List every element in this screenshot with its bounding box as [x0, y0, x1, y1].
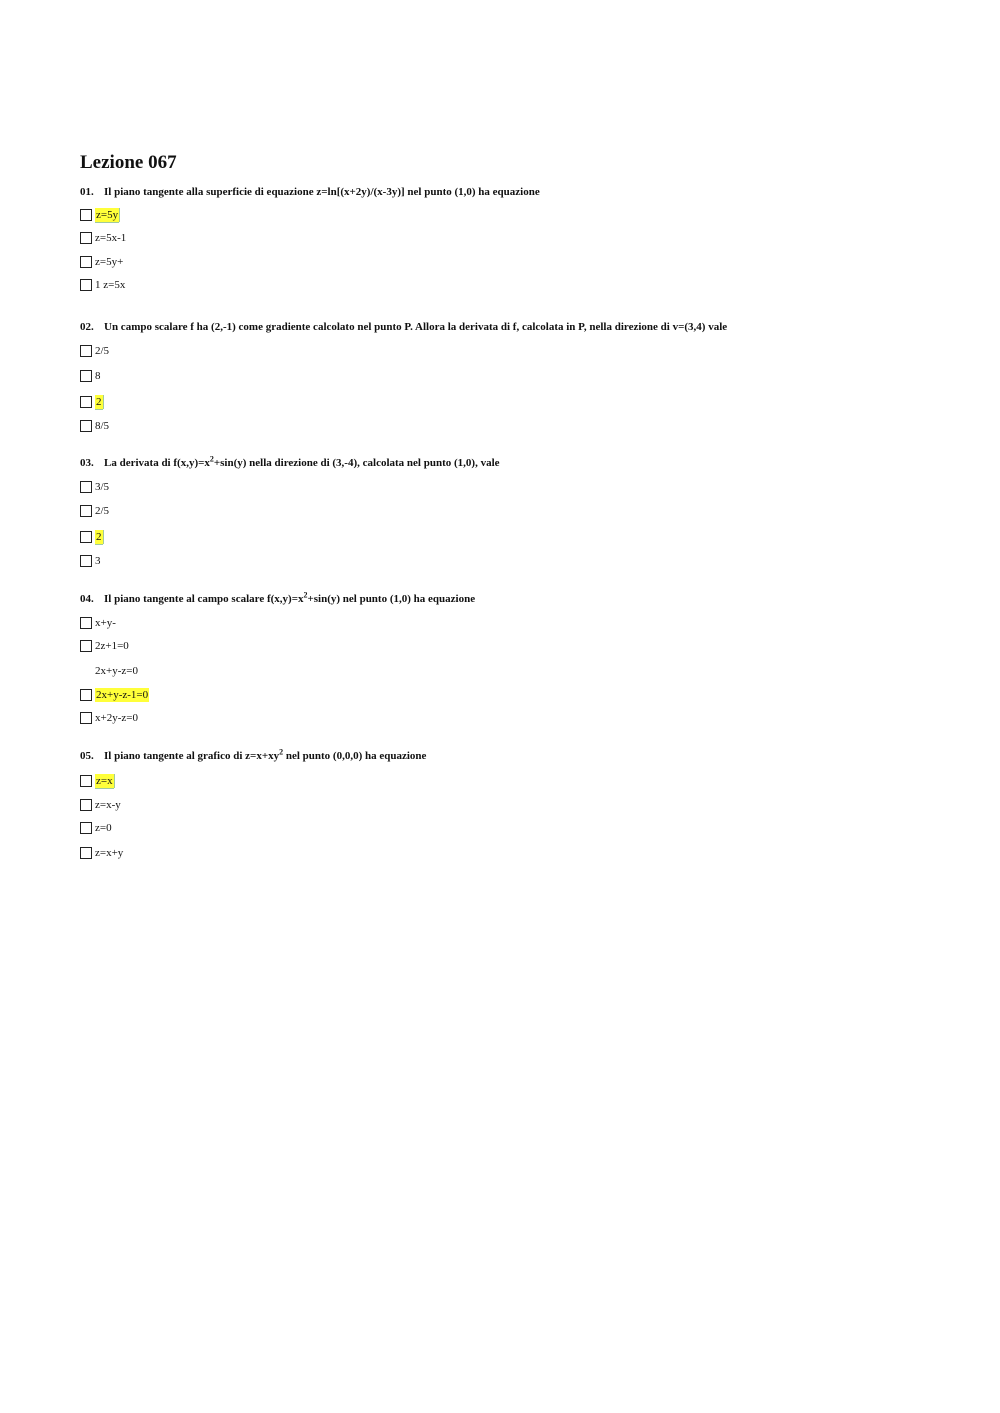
question-01 — [80, 185, 940, 291]
checkbox[interactable] — [80, 420, 92, 432]
option-label: x+y- — [95, 617, 116, 629]
question-number: 01. — [80, 186, 94, 198]
answer-option[interactable] — [80, 773, 114, 789]
question-text: 01. Il piano tangente alla superficie di equazione z=ln[(x+2y)/(x-3y)] nel punto (1,0) ha equazione — [80, 186, 540, 198]
checkbox[interactable] — [80, 481, 92, 493]
checkbox[interactable] — [80, 232, 92, 244]
answer-option[interactable] — [80, 394, 103, 410]
option-label: 2x+y-z-1=0 — [96, 689, 149, 701]
answer-option[interactable] — [80, 343, 109, 359]
answer-option[interactable] — [80, 529, 103, 545]
option-label: z=5y+ — [95, 256, 124, 268]
checkbox[interactable] — [80, 555, 92, 567]
option-label: x+2y-z=0 — [95, 712, 138, 724]
checkbox[interactable] — [80, 822, 92, 834]
answer-option[interactable] — [80, 207, 119, 223]
option-label: z=x-y — [95, 799, 121, 811]
option-label: 8 — [95, 370, 101, 382]
answer-option[interactable] — [80, 230, 126, 246]
checkbox[interactable] — [80, 799, 92, 811]
answer-option[interactable] — [80, 254, 123, 270]
checkbox[interactable] — [80, 847, 92, 859]
option-label: 2x+y-z=0 — [95, 665, 138, 677]
question-number: 04. — [80, 593, 94, 605]
answer-option[interactable] — [80, 553, 101, 569]
option-label: z=0 — [95, 822, 112, 834]
checkbox[interactable] — [80, 209, 92, 221]
option-label: 2 — [96, 396, 102, 408]
answer-option[interactable] — [80, 418, 109, 434]
checkbox[interactable] — [80, 689, 92, 701]
answer-option[interactable] — [80, 820, 112, 836]
answer-option[interactable] — [80, 845, 123, 861]
question-number: 05. — [80, 750, 94, 762]
answer-option[interactable] — [80, 797, 121, 813]
answer-option[interactable] — [80, 710, 138, 726]
checkbox[interactable] — [80, 370, 92, 382]
option-label: z=5y — [96, 209, 119, 221]
question-number: 02. — [80, 321, 94, 333]
question-text: 02. Un campo scalare f ha (2,-1) come gradiente calcolato nel punto P. Allora la derivata di f, calcolata in P, nella direzione di v=(3,4) vale — [80, 321, 728, 333]
answer-option — [80, 663, 138, 679]
option-label: z=x+y — [95, 847, 124, 859]
answer-option[interactable] — [80, 503, 109, 519]
answer-option[interactable] — [80, 368, 101, 384]
option-label: 2 — [96, 531, 102, 543]
answer-option[interactable] — [80, 615, 116, 631]
answer-option[interactable] — [80, 277, 125, 293]
checkbox[interactable] — [80, 775, 92, 787]
checkbox[interactable] — [80, 531, 92, 543]
option-label: z=5x-1 — [95, 232, 127, 244]
question-number: 03. — [80, 457, 94, 469]
answer-option[interactable] — [80, 638, 129, 654]
checkbox[interactable] — [80, 396, 92, 408]
option-label: 2/5 — [95, 345, 110, 357]
question-02 — [80, 320, 940, 432]
option-label: 2z+1=0 — [95, 640, 129, 652]
checkbox[interactable] — [80, 617, 92, 629]
page-title: Lezione 067 — [80, 152, 177, 173]
checkbox[interactable] — [80, 505, 92, 517]
option-label: 8/5 — [95, 420, 110, 432]
question-text: 03. La derivata di $f(x,y)=x^2+\sin(y)$ nella direzione di (3,-4), calcolata nel punto (1,0), vale — [80, 454, 500, 469]
question-05 — [80, 747, 940, 859]
option-label: 2/5 — [95, 505, 110, 517]
question-04 — [80, 590, 940, 724]
checkbox[interactable] — [80, 345, 92, 357]
option-label: 3/5 — [95, 481, 110, 493]
option-label: z=x — [96, 775, 113, 787]
checkbox[interactable] — [80, 640, 92, 652]
answer-option[interactable] — [80, 479, 109, 495]
option-label: 1 z=5x — [95, 279, 126, 291]
question-text: 04. Il piano tangente al campo scalare $f(x,y)=x^2+\sin(y)$ nel punto (1,0) ha equazione — [80, 590, 476, 605]
question-text: 05. Il piano tangente al grafico di $z=x+xy^2$ nel punto (0,0,0) ha equazione — [80, 747, 427, 762]
checkbox[interactable] — [80, 279, 92, 291]
option-label: 3 — [95, 555, 101, 567]
question-03 — [80, 454, 940, 567]
checkbox[interactable] — [80, 256, 92, 268]
answer-option[interactable] — [80, 687, 149, 703]
checkbox[interactable] — [80, 712, 92, 724]
